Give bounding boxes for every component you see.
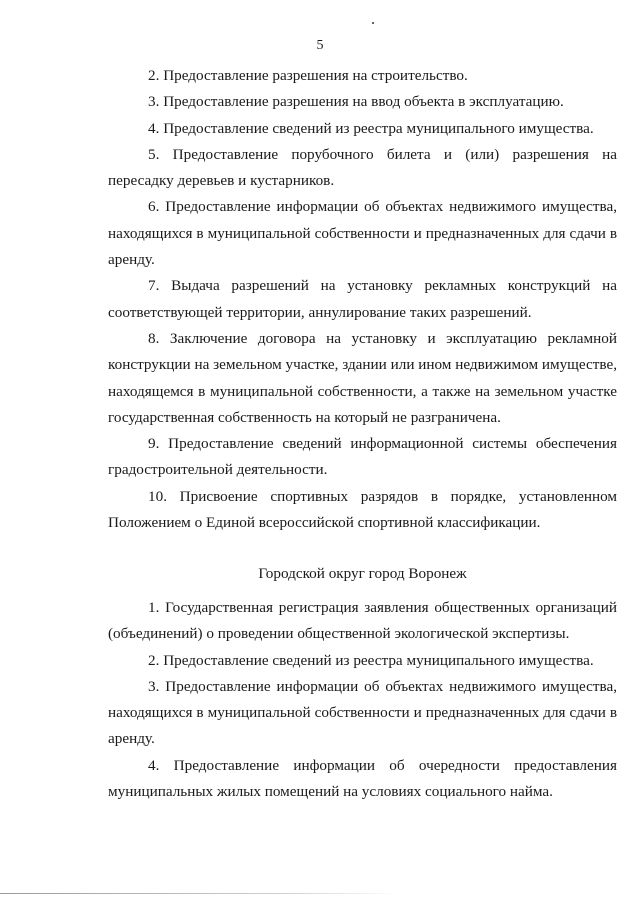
scan-speck <box>372 22 374 24</box>
list-item: 9. Предоставление сведений информационной системы обеспечения градостроительной деятельности. <box>108 435 617 479</box>
list-item: 4. Предоставление информации об очередности предоставления муниципальных жилых помещений на условиях социального найма. <box>108 756 617 801</box>
page-number: 5 <box>316 38 324 53</box>
list-item: 6. Предоставление информации об объектах недвижимого имущества, находящихся в муниципальной собственности и предназначенных для сдачи в аренду. <box>108 198 617 269</box>
list-item: 7. Выдача разрешений на установку рекламных конструкций на соответствующей территории, аннулирование таких разрешений. <box>108 277 617 321</box>
list-item: 2. Предоставление разрешения на строительство. <box>148 67 468 84</box>
list-item: 3. Предоставление разрешения на ввод объекта в эксплуатацию. <box>148 93 564 111</box>
section-heading: Городской округ город Воронеж <box>258 565 467 582</box>
list-item: 8. Заключение договора на установку и эксплуатацию рекламной конструкции на земельном участке, здании или ином недвижимом имуществе, находящемся в муниципальной собственности, а также на земельном участке государственная собственность на который не разграничена. <box>108 329 617 426</box>
list-item: 4. Предоставление сведений из реестра муниципального имущества. <box>148 119 594 137</box>
list-item: 10. Присвоение спортивных разрядов в порядке, установленном Положением о Единой всероссийской спортивной классификации. <box>108 487 617 532</box>
services-list-section-b <box>108 595 617 805</box>
bottom-edge-line <box>0 893 400 894</box>
list-item: 2. Предоставление сведений из реестра муниципального имущества. <box>148 651 594 669</box>
list-item: 1. Государственная регистрация заявления общественных организаций (объединений) о проведении общественной экологической экспертизы. <box>108 599 617 643</box>
list-item: 5. Предоставление порубочного билета и (или) разрешения на пересадку деревьев и кустарников. <box>108 145 617 190</box>
services-list-section-a <box>108 63 617 536</box>
list-item: 3. Предоставление информации об объектах недвижимого имущества, находящихся в муниципальной собственности и предназначенных для сдачи в аренду. <box>108 677 617 748</box>
